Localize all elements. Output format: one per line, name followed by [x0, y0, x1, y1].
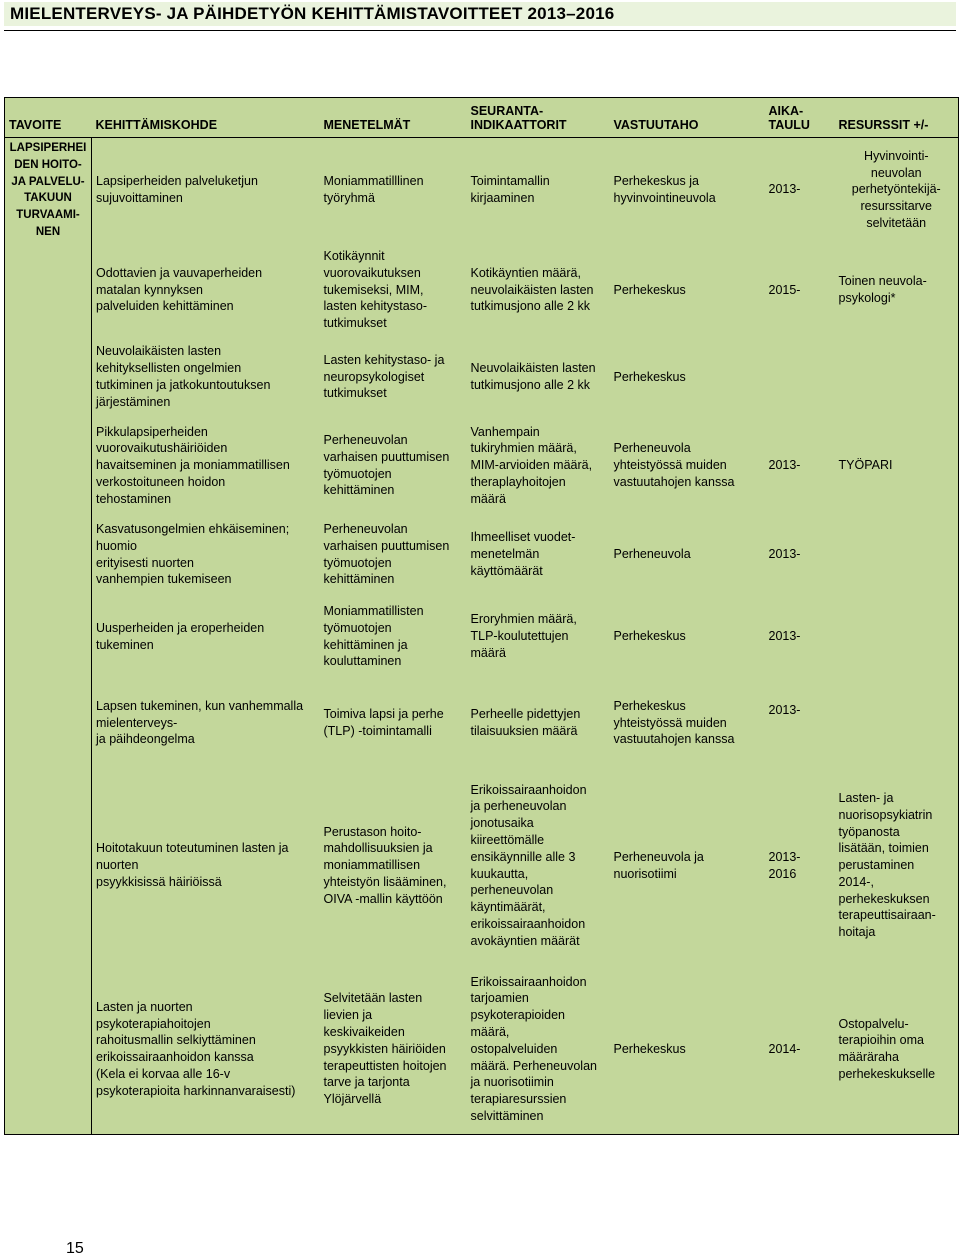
cell-resurssit	[835, 339, 959, 416]
cell-indikaattorit: Erikoissairaanhoidon ja perheneuvolan jonotusaika kiireettömälle ensikäynnille alle 3 kuukautta, perheneuvolan käyntimäärät, erikoissairaanhoidon avokäyntien määrät	[467, 767, 610, 965]
cell-kohde: Lapsiperheiden palveluketjun sujuvoittaminen	[92, 138, 320, 242]
cell-resurssit: Toinen neuvola- psykologi*	[835, 242, 959, 339]
cell-aikataulu: 2015-	[765, 242, 835, 339]
cell-aikataulu: 2014-	[765, 965, 835, 1135]
cell-kohde: Pikkulapsiperheiden vuorovaikutushäiriöiden havaitseminen ja moniammatillisen verkostoituneen hoidon tehostaminen	[92, 416, 320, 516]
cell-kohde: Odottavien ja vauvaperheiden matalan kynnyksen palveluiden kehittäminen	[92, 242, 320, 339]
cell-indikaattorit: Toimintamallin kirjaaminen	[467, 138, 610, 242]
cell-indikaattorit: Neuvolaikäisten lasten tutkimusjono alle 2 kk	[467, 339, 610, 416]
table-row	[5, 516, 959, 594]
cell-kohde: Hoitotakuun toteutuminen lasten ja nuorten psyykkisissä häiriöissä	[92, 767, 320, 965]
header-kehittamiskohde: KEHITTÄMISKOHDE	[92, 98, 320, 138]
header-menetelmat: MENETELMÄT	[320, 98, 467, 138]
table-row	[5, 339, 959, 416]
cell-vastuutaho: Perheneuvola ja nuorisotiimi	[610, 767, 765, 965]
cell-resurssit: TYÖPARI	[835, 416, 959, 516]
cell-vastuutaho: Perhekeskus	[610, 594, 765, 680]
cell-resurssit: Lasten- ja nuorisopsykiatrin työpanosta lisätään, toimien perustaminen 2014-, perhekeskuksen terapeuttisairaan- hoitaja	[835, 767, 959, 965]
header-vastuutaho: VASTUUTAHO	[610, 98, 765, 138]
cell-vastuutaho: Perhekeskus ja hyvinvointineuvola	[610, 138, 765, 242]
cell-resurssit: Ostopalvelu- terapioihin oma määräraha perhekeskukselle	[835, 965, 959, 1135]
cell-menetelmat: Toimiva lapsi ja perhe (TLP) -toimintamalli	[320, 680, 467, 767]
cell-aikataulu: 2013-	[765, 416, 835, 516]
cell-menetelmat: Lasten kehitystaso- ja neuropsykologiset tutkimukset	[320, 339, 467, 416]
table-row	[5, 138, 959, 242]
cell-menetelmat: Perheneuvolan varhaisen puuttumisen työmuotojen kehittäminen	[320, 516, 467, 594]
cell-vastuutaho: Perhekeskus	[610, 242, 765, 339]
cell-menetelmat: Moniammatilllinen työryhmä	[320, 138, 467, 242]
cell-kohde: Neuvolaikäisten lasten kehityksellisten ongelmien tutkiminen ja jatkokuntoutuksen järjestäminen	[92, 339, 320, 416]
header-resurssit: RESURSSIT +/-	[835, 98, 959, 138]
cell-menetelmat: Kotikäynnit vuorovaikutuksen tukemiseksi, MIM, lasten kehitystaso- tutkimukset	[320, 242, 467, 339]
cell-vastuutaho: Perheneuvola	[610, 516, 765, 594]
table-header-row	[5, 98, 959, 138]
cell-resurssit	[835, 594, 959, 680]
table-row	[5, 965, 959, 1135]
cell-kohde: Kasvatusongelmien ehkäiseminen; huomio erityisesti nuorten vanhempien tukemiseen	[92, 516, 320, 594]
cell-aikataulu: 2013-	[765, 138, 835, 242]
cell-kohde: Lapsen tukeminen, kun vanhemmalla mielenterveys- ja päihdeongelma	[92, 680, 320, 767]
cell-aikataulu	[765, 339, 835, 416]
cell-menetelmat: Selvitetään lasten lievien ja keskivaikeiden psyykkisten häiriöiden terapeuttisten hoitojen tarve ja tarjonta Ylöjärvellä	[320, 965, 467, 1135]
table-row	[5, 680, 959, 767]
cell-indikaattorit: Ihmeelliset vuodet- menetelmän käyttömäärät	[467, 516, 610, 594]
document-title: MIELENTERVEYS- JA PÄIHDETYÖN KEHITTÄMISTAVOITTEET 2013–2016	[4, 2, 956, 26]
cell-indikaattorit: Eroryhmien määrä, TLP-koulutettujen määrä	[467, 594, 610, 680]
table-row	[5, 767, 959, 965]
table-row	[5, 594, 959, 680]
cell-aikataulu: 2013- 2016	[765, 767, 835, 965]
cell-aikataulu: 2013-	[765, 594, 835, 680]
cell-vastuutaho: Perhekeskus yhteistyössä muiden vastuutahojen kanssa	[610, 680, 765, 767]
header-tavoite: TAVOITE	[5, 98, 92, 138]
page-number: 15	[66, 1240, 84, 1257]
cell-menetelmat: Moniammatillisten työmuotojen kehittäminen ja kouluttaminen	[320, 594, 467, 680]
header-seurantaindikaattorit: SEURANTA- INDIKAATTORIT	[467, 98, 610, 138]
title-divider	[4, 30, 956, 31]
cell-vastuutaho: Perhekeskus	[610, 965, 765, 1135]
cell-aikataulu: 2013-	[765, 680, 835, 767]
cell-kohde: Lasten ja nuorten psykoterapiahoitojen rahoitusmallin selkiyttäminen erikoissairaanhoidon kanssa (Kela ei korvaa alle 16-v psykoterapioita harkinnanvaraisesti)	[92, 965, 320, 1135]
cell-resurssit	[835, 680, 959, 767]
development-goals-table	[4, 97, 959, 1135]
cell-aikataulu: 2013-	[765, 516, 835, 594]
header-aikataulu: AIKA- TAULU	[765, 98, 835, 138]
cell-menetelmat: Perustason hoito- mahdollisuuksien ja moniammatillisen yhteistyön lisääminen, OIVA -mallin käyttöön	[320, 767, 467, 965]
cell-menetelmat: Perheneuvolan varhaisen puuttumisen työmuotojen kehittäminen	[320, 416, 467, 516]
cell-indikaattorit: Perheelle pidettyjen tilaisuuksien määrä	[467, 680, 610, 767]
table-row	[5, 242, 959, 339]
cell-vastuutaho: Perheneuvola yhteistyössä muiden vastuutahojen kanssa	[610, 416, 765, 516]
cell-kohde: Uusperheiden ja eroperheiden tukeminen	[92, 594, 320, 680]
cell-vastuutaho: Perhekeskus	[610, 339, 765, 416]
cell-resurssit	[835, 516, 959, 594]
goal-cell: LAPSIPERHEI DEN HOITO- JA PALVELU- TAKUUN TURVAAMI- NEN	[5, 138, 92, 1135]
cell-indikaattorit: Vanhempain tukiryhmien määrä, MIM-arvioiden määrä, theraplayhoitojen määrä	[467, 416, 610, 516]
table-row	[5, 416, 959, 516]
cell-indikaattorit: Erikoissairaanhoidon tarjoamien psykoterapioiden määrä, ostopalveluiden määrä. Perheneuvolan ja nuorisotiimin terapiaresurssien selvittäminen	[467, 965, 610, 1135]
cell-indikaattorit: Kotikäyntien määrä, neuvolaikäisten lasten tutkimusjono alle 2 kk	[467, 242, 610, 339]
cell-resurssit: Hyvinvointi- neuvolan perhetyöntekijä- resurssitarve selvitetään	[835, 138, 959, 242]
